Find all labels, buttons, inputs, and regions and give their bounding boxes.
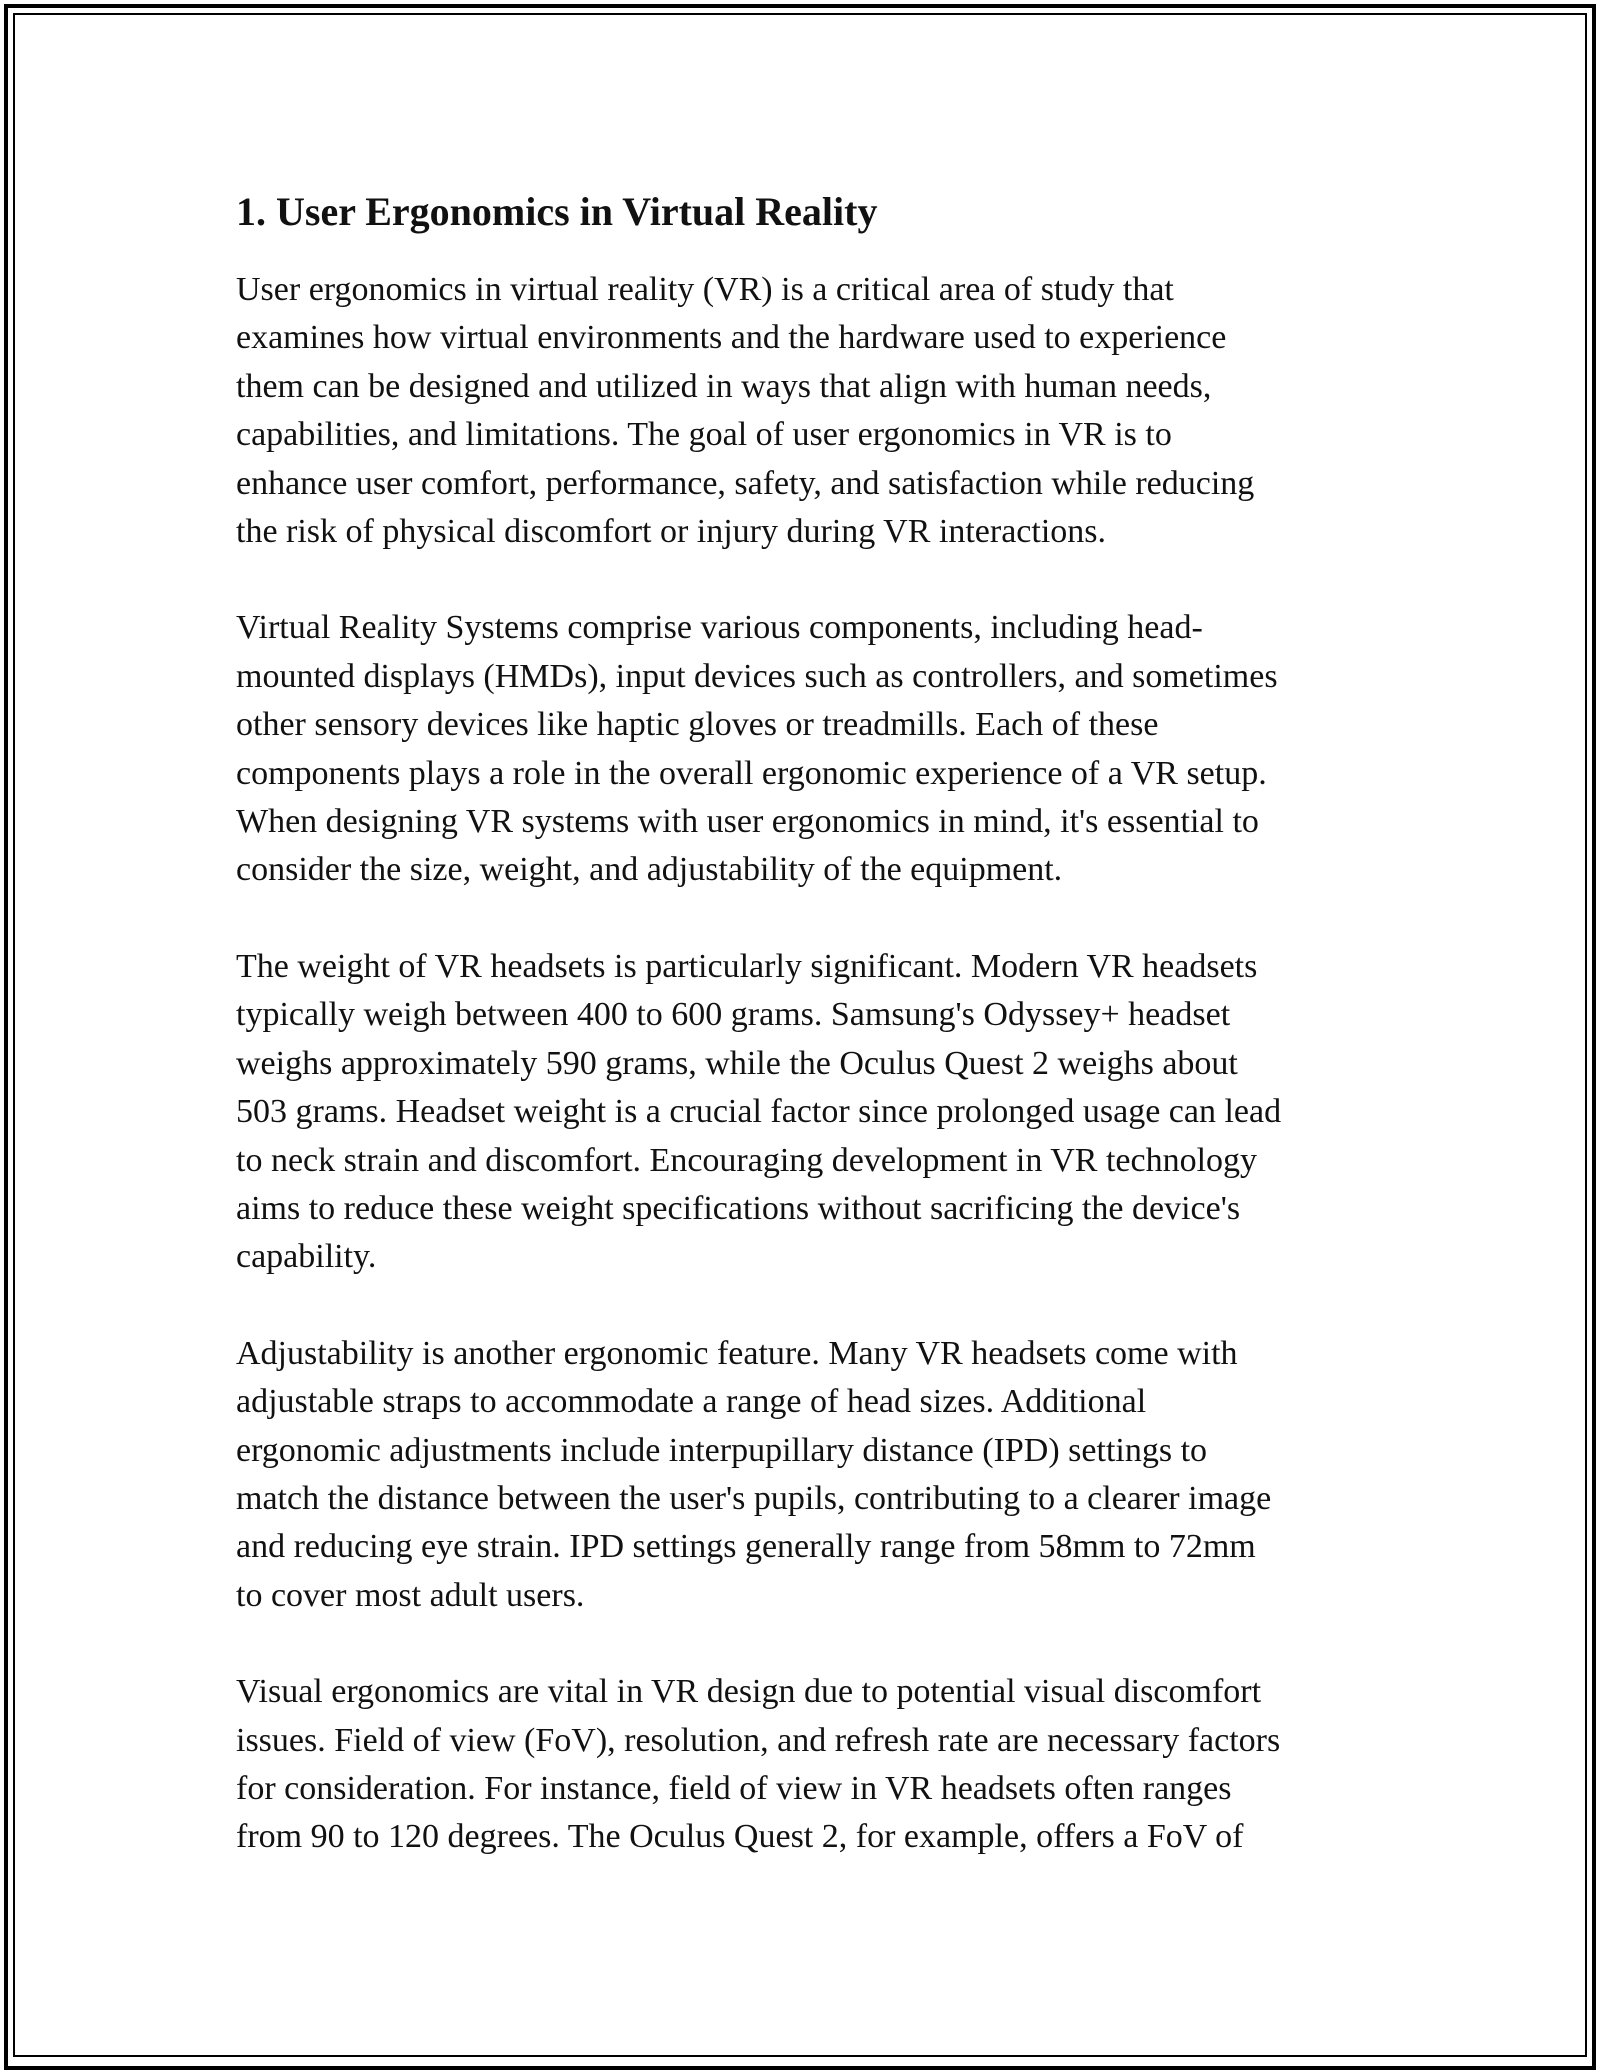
- text-line: consider the size, weight, and adjustability of the equipment.: [236, 851, 1063, 889]
- text-line: from 90 to 120 degrees. The Oculus Quest 2, for example, offers a FoV of: [236, 1818, 1244, 1856]
- text-line: the risk of physical discomfort or injury during VR interactions.: [236, 513, 1107, 551]
- text-line: for consideration. For instance, field of view in VR headsets often ranges: [236, 1769, 1232, 1807]
- document-body: [236, 186, 1376, 1910]
- text-line: issues. Field of view (FoV), resolution, and refresh rate are necessary factors: [236, 1721, 1281, 1759]
- text-line: examines how virtual environments and the hardware used to experience: [236, 319, 1227, 357]
- text-line: Virtual Reality Systems comprise various components, including head-: [236, 609, 1203, 647]
- text-line: aims to reduce these weight specifications without sacrificing the device's: [236, 1189, 1241, 1227]
- text-line: other sensory devices like haptic gloves or treadmills. Each of these: [236, 706, 1159, 744]
- text-line: Adjustability is another ergonomic feature. Many VR headsets come with: [236, 1334, 1238, 1372]
- text-line: components plays a role in the overall ergonomic experience of a VR setup.: [236, 754, 1267, 792]
- text-line: weighs approximately 590 grams, while the Oculus Quest 2 weighs about: [236, 1044, 1238, 1082]
- section-heading: 1. User Ergonomics in Virtual Reality: [236, 189, 878, 234]
- text-line: enhance user comfort, performance, safety, and satisfaction while reducing: [236, 464, 1255, 502]
- paragraph-intro: [236, 266, 1376, 556]
- text-line: and reducing eye strain. IPD settings generally range from 58mm to 72mm: [236, 1528, 1256, 1566]
- paragraph-adjustability: [236, 1330, 1376, 1620]
- text-line: adjustable straps to accommodate a range of head sizes. Additional: [236, 1383, 1147, 1421]
- text-line: typically weigh between 400 to 600 grams. Samsung's Odyssey+ headset: [236, 996, 1231, 1034]
- text-line: mounted displays (HMDs), input devices such as controllers, and sometimes: [236, 657, 1278, 695]
- text-line: When designing VR systems with user ergonomics in mind, it's essential to: [236, 803, 1259, 841]
- text-line: match the distance between the user's pupils, contributing to a clearer image: [236, 1479, 1272, 1517]
- text-line: to neck strain and discomfort. Encouraging development in VR technology: [236, 1141, 1258, 1179]
- text-line: capability.: [236, 1238, 377, 1276]
- text-line: capabilities, and limitations. The goal of user ergonomics in VR is to: [236, 416, 1172, 454]
- text-line: Visual ergonomics are vital in VR design due to potential visual discomfort: [236, 1673, 1262, 1711]
- text-line: ergonomic adjustments include interpupillary distance (IPD) settings to: [236, 1431, 1208, 1469]
- text-line: 503 grams. Headset weight is a crucial factor since prolonged usage can lead: [236, 1093, 1282, 1131]
- paragraph-headset-weight: [236, 943, 1376, 1282]
- text-line: them can be designed and utilized in ways that align with human needs,: [236, 367, 1212, 405]
- text-line: User ergonomics in virtual reality (VR) is a critical area of study that: [236, 271, 1174, 308]
- text-line: to cover most adult users.: [236, 1576, 585, 1614]
- paragraph-visual-ergonomics: [236, 1668, 1376, 1862]
- text-line: The weight of VR headsets is particularly significant. Modern VR headsets: [236, 947, 1258, 985]
- paragraph-vr-systems: [236, 604, 1376, 894]
